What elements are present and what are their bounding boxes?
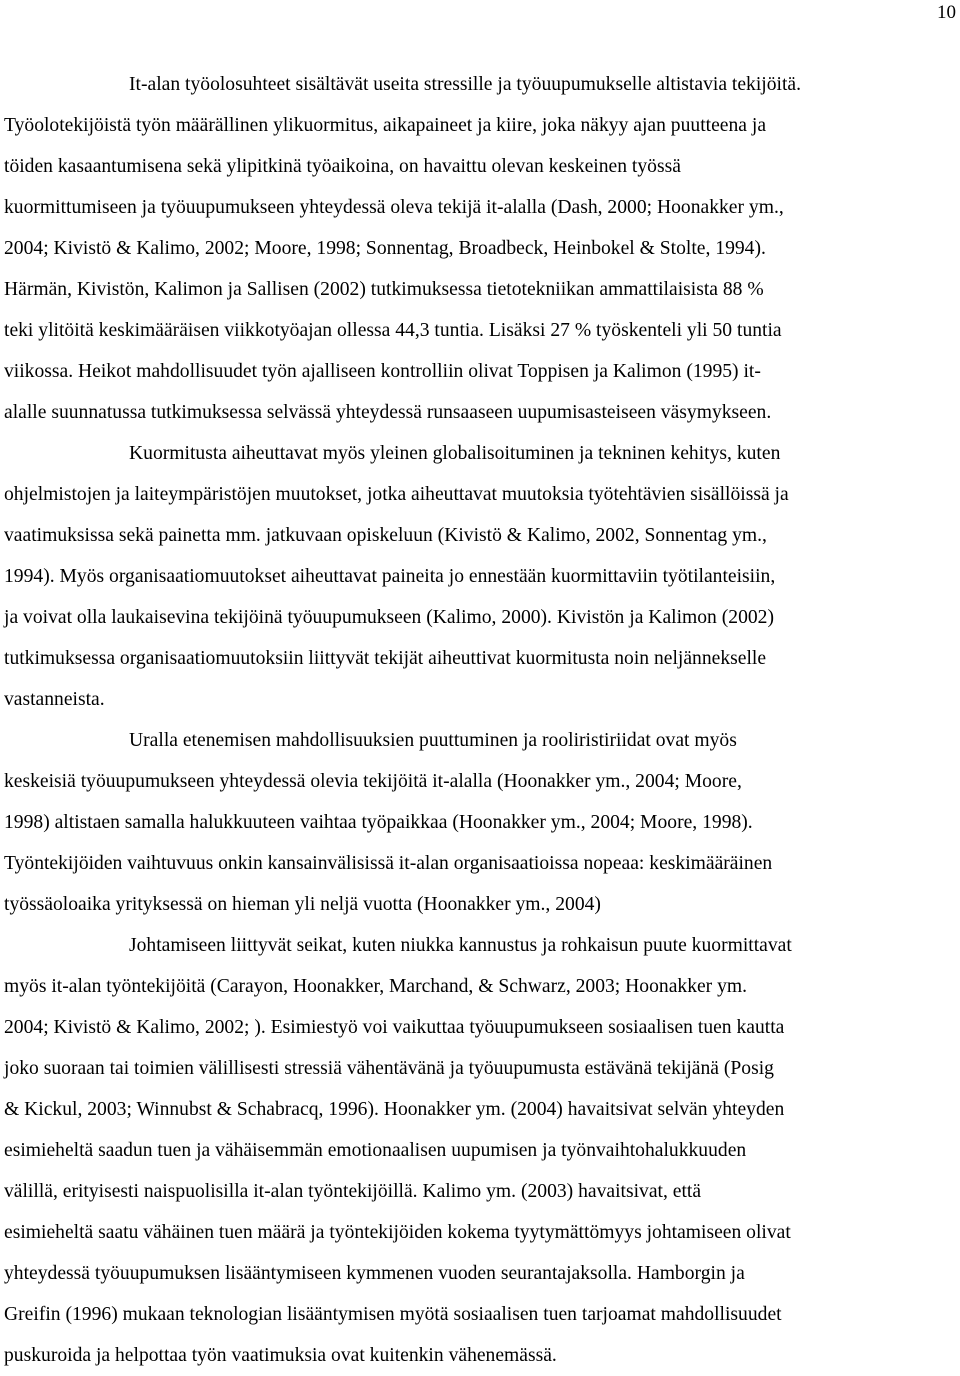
text-line: & Kickul, 2003; Winnubst & Schabracq, 1996). Hoonakker ym. (2004) havaitsivat selvän yhteyden	[4, 1099, 785, 1120]
paragraph	[4, 433, 956, 720]
paragraph	[4, 64, 956, 433]
text-line: It-alan työolosuhteet sisältävät useita stressille ja työuupumukselle altistavia tekijöitä.	[129, 74, 802, 95]
text-line: 1994). Myös organisaatiomuutokset aiheuttavat paineita jo ennestään kuormittaviin työtilanteisiin,	[4, 566, 776, 587]
text-line: Greifin (1996) mukaan teknologian lisääntymisen myötä sosiaalisen tuen tarjoamat mahdollisuudet	[4, 1304, 782, 1325]
text-line: Kuormitusta aiheuttavat myös yleinen globalisoituminen ja tekninen kehitys, kuten	[129, 443, 781, 464]
text-line: keskeisiä työuupumukseen yhteydessä olevia tekijöitä it-alalla (Hoonakker ym., 2004; Moore,	[4, 771, 742, 792]
text-line: Työntekijöiden vaihtuvuus onkin kansainvälisissä it-alan organisaatioissa nopeaa: keskimääräinen	[4, 853, 773, 874]
text-line: kuormittumiseen ja työuupumukseen yhteydessä oleva tekijä it-alalla (Dash, 2000; Hoonakker ym.,	[4, 197, 784, 218]
text-line: esimieheltä saatu vähäinen tuen määrä ja työntekijöiden kokema tyytymättömyys johtamiseen olivat	[4, 1222, 791, 1243]
text-line: 2004; Kivistö & Kalimo, 2002; Moore, 1998; Sonnentag, Broadbeck, Heinbokel & Stolte, 1994).	[4, 238, 766, 259]
body-text	[4, 64, 956, 1376]
text-line: alalle suunnatussa tutkimuksessa selvässä yhteydessä runsaaseen uupumisasteiseen väsymykseen.	[4, 402, 772, 423]
paragraph	[4, 925, 956, 1376]
text-line: puskuroida ja helpottaa työn vaatimuksia ovat kuitenkin vähenemässä.	[4, 1345, 557, 1366]
text-line: joko suoraan tai toimien välillisesti stressiä vähentävänä ja työuupumusta estävänä tekijänä (Posig	[4, 1058, 774, 1079]
text-line: yhteydessä työuupumuksen lisääntymiseen kymmenen vuoden seurantajaksolla. Hamborgin ja	[4, 1263, 745, 1284]
text-line: Työolotekijöistä työn määrällinen ylikuormitus, aikapaineet ja kiire, joka näkyy ajan puutteena ja	[4, 115, 767, 136]
text-line: ohjelmistojen ja laiteympäristöjen muutokset, jotka aiheuttavat muutoksia työtehtävien sisällöissä ja	[4, 484, 789, 505]
text-line: Johtamiseen liittyvät seikat, kuten niukka kannustus ja rohkaisun puute kuormittavat	[129, 935, 792, 956]
text-line: vaatimuksissa sekä painetta mm. jatkuvaan opiskeluun (Kivistö & Kalimo, 2002, Sonnentag ym.,	[4, 525, 767, 546]
text-line: Uralla etenemisen mahdollisuuksien puuttuminen ja rooliristiriidat ovat myös	[129, 730, 737, 751]
text-line: myös it-alan työntekijöitä (Carayon, Hoonakker, Marchand, & Schwarz, 2003; Hoonakker ym.	[4, 976, 748, 997]
text-line: töiden kasaantumisena sekä ylipitkinä työaikoina, on havaittu olevan keskeinen työssä	[4, 156, 681, 177]
text-line: ja voivat olla laukaisevina tekijöinä työuupumukseen (Kalimo, 2000). Kivistön ja Kalimon (2002)	[4, 607, 774, 628]
text-line: vastanneista.	[4, 689, 105, 710]
page-number: 10	[937, 2, 956, 23]
paragraph	[4, 720, 956, 925]
text-line: Härmän, Kivistön, Kalimon ja Sallisen (2002) tutkimuksessa tietotekniikan ammattilaisista 88 %	[4, 279, 764, 300]
text-line: 2004; Kivistö & Kalimo, 2002; ). Esimiestyö voi vaikuttaa työuupumukseen sosiaalisen tuen kautta	[4, 1017, 785, 1038]
text-line: viikossa. Heikot mahdollisuudet työn ajalliseen kontrolliin olivat Toppisen ja Kalimon (1995) it-	[4, 361, 761, 382]
text-line: 1998) altistaen samalla halukkuuteen vaihtaa työpaikkaa (Hoonakker ym., 2004; Moore, 1998).	[4, 812, 753, 833]
text-line: esimieheltä saadun tuen ja vähäisemmän emotionaalisen uupumisen ja työnvaihtohalukkuuden	[4, 1140, 747, 1161]
text-line: työssäoloaika yrityksessä on hieman yli neljä vuotta (Hoonakker ym., 2004)	[4, 894, 601, 915]
text-line: teki ylitöitä keskimääräisen viikkotyöajan ollessa 44,3 tuntia. Lisäksi 27 % työskenteli yli 50 tuntia	[4, 320, 782, 341]
text-line: välillä, erityisesti naispuolisilla it-alan työntekijöillä. Kalimo ym. (2003) havaitsivat, että	[4, 1181, 702, 1202]
text-line: tutkimuksessa organisaatiomuutoksiin liittyvät tekijät aiheuttivat kuormitusta noin neljännekselle	[4, 648, 767, 669]
